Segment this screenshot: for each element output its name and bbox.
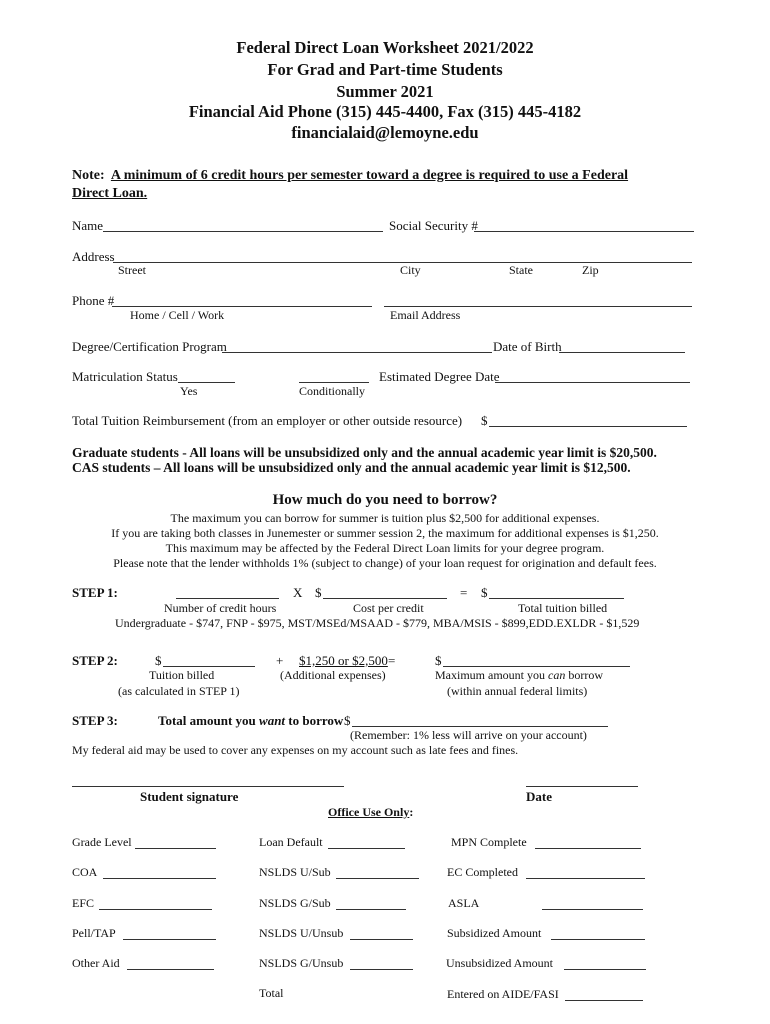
nslds-u-sub-field[interactable] — [336, 878, 419, 879]
step3-label: STEP 3: — [72, 713, 118, 728]
efc-field[interactable] — [99, 909, 212, 910]
street-caption: Street — [118, 263, 146, 277]
degree-label: Degree/Certification Program — [72, 339, 227, 354]
nslds-g-sub-field[interactable] — [336, 909, 406, 910]
email-caption: Email Address — [390, 308, 461, 322]
ec-completed-field[interactable] — [526, 878, 645, 879]
subsidized-amount-field[interactable] — [551, 939, 645, 940]
unsubsidized-amount-field[interactable] — [564, 969, 646, 970]
step1-dollar-total: $ — [481, 585, 488, 600]
est-degree-date-field[interactable] — [495, 382, 690, 383]
total-amount-label: Total amount you want to borrow — [158, 713, 344, 728]
entered-aide-fasi-field[interactable] — [565, 1000, 643, 1001]
address-label: Address — [72, 249, 115, 264]
max-amount-caption: Maximum amount you can borrow — [435, 668, 603, 682]
credit-hours-caption: Number of credit hours — [164, 601, 277, 615]
state-caption: State — [509, 263, 533, 277]
dob-field[interactable] — [559, 352, 685, 353]
conditionally-caption: Conditionally — [299, 384, 365, 398]
total-want-field[interactable] — [352, 726, 608, 727]
pell-tap-field[interactable] — [123, 939, 216, 940]
loan-default-label: Loan Default — [259, 835, 323, 849]
yes-caption: Yes — [180, 384, 198, 398]
pell-tap-label: Pell/TAP — [72, 926, 116, 940]
nslds-u-unsub-field[interactable] — [350, 939, 413, 940]
degree-field[interactable] — [222, 352, 492, 353]
nslds-u-unsub-label: NSLDS U/Unsub — [259, 926, 344, 940]
max-amount-field[interactable] — [443, 666, 630, 667]
phone-field[interactable] — [112, 306, 372, 307]
cost-per-credit-caption: Cost per credit — [353, 601, 424, 615]
form-subtitle: For Grad and Part-time Students — [267, 60, 503, 79]
note-text-line2: Direct Loan. — [72, 186, 148, 201]
step2-label: STEP 2: — [72, 653, 118, 668]
step2-plus: + — [276, 653, 284, 668]
note-block — [72, 168, 628, 184]
step2-dollar: $ — [155, 653, 162, 668]
dob-label: Date of Birth — [493, 339, 562, 354]
step1-label: STEP 1: — [72, 585, 118, 600]
step1-times: X — [293, 585, 303, 600]
grade-level-label: Grade Level — [72, 835, 132, 849]
additional-expenses-caption: (Additional expenses) — [280, 668, 386, 682]
coa-field[interactable] — [103, 878, 216, 879]
total-label: Total — [259, 986, 284, 1000]
nslds-u-sub-label: NSLDS U/Sub — [259, 865, 331, 879]
total-tuition-field[interactable] — [489, 598, 624, 599]
student-signature-caption: Student signature — [140, 789, 239, 804]
coa-label: COA — [72, 865, 98, 879]
credit-hours-field[interactable] — [176, 598, 279, 599]
borrow-paragraph-2: If you are taking both classes in Junemester or summer session 2, the maximum for additional expenses is $1,250. — [111, 526, 659, 540]
borrow-paragraph-3: This maximum may be affected by the Federal Direct Loan limits for your degree program. — [165, 541, 605, 555]
efc-label: EFC — [72, 896, 95, 910]
credit-rates-text: Undergraduate - $747, FNP - $975, MST/MSEd/MSAAD - $779, MBA/MSIS - $899,EDD.EXLDR - $1,529 — [115, 616, 640, 630]
step2-equals: = — [388, 653, 396, 668]
entered-aide-fasi-label: Entered on AIDE/FASI — [447, 987, 559, 1001]
step3-dollar: $ — [344, 713, 351, 728]
phone-type-caption: Home / Cell / Work — [130, 308, 225, 322]
asla-field[interactable] — [542, 909, 643, 910]
unsubsidized-amount-label: Unsubsidized Amount — [446, 956, 553, 970]
date-field[interactable] — [526, 786, 638, 787]
tuition-billed-caption: Tuition billed — [149, 668, 215, 682]
as-calculated-caption: (as calculated in STEP 1) — [118, 684, 240, 698]
additional-expense-amount: $1,250 or $2,500 — [299, 653, 388, 668]
student-signature-field[interactable] — [72, 786, 344, 787]
aid-usage-note: My federal aid may be used to cover any expenses on my account such as late fees and fines. — [72, 743, 519, 757]
other-aid-label: Other Aid — [72, 956, 120, 970]
matriculation-conditional-field[interactable] — [299, 382, 369, 383]
ssn-label: Social Security # — [389, 218, 478, 233]
phone-label: Phone # — [72, 293, 115, 308]
email-field[interactable] — [384, 306, 692, 307]
nslds-g-unsub-field[interactable] — [350, 969, 413, 970]
ec-completed-label: EC Completed — [447, 865, 518, 879]
nslds-g-sub-label: NSLDS G/Sub — [259, 896, 331, 910]
tuition-reimbursement-field[interactable] — [489, 426, 687, 427]
note-text-line1: A minimum of 6 credit hours per semester toward a degree is required to use a Federal — [110, 168, 629, 183]
loan-default-field[interactable] — [328, 848, 405, 849]
cas-limit-text: CAS students – All loans will be unsubsidized only and the annual academic year limit is $12,500. — [72, 460, 631, 475]
note-prefix: Note: — [72, 168, 105, 183]
subsidized-amount-label: Subsidized Amount — [447, 926, 542, 940]
tuition-reimbursement-label: Total Tuition Reimbursement (from an employer or other outside resource) — [72, 413, 463, 428]
borrow-paragraph-1: The maximum you can borrow for summer is tuition plus $2,500 for additional expenses. — [170, 511, 600, 525]
borrow-paragraph-4: Please note that the lender withholds 1% (subject to change) of your loan request for origination and default fees. — [113, 556, 657, 570]
term: Summer 2021 — [336, 82, 434, 101]
grade-level-field[interactable] — [135, 848, 216, 849]
contact-phone-fax: Financial Aid Phone (315) 445-4400, Fax (315) 445-4182 — [188, 102, 582, 121]
matriculation-label: Matriculation Status — [72, 369, 178, 384]
graduate-limit-text: Graduate students - All loans will be unsubsidized only and the annual academic year limit is $20,500. — [72, 445, 657, 460]
asla-label: ASLA — [448, 896, 480, 910]
ssn-field[interactable] — [474, 231, 694, 232]
city-caption: City — [400, 263, 421, 277]
name-field[interactable] — [103, 231, 383, 232]
name-label: Name — [72, 218, 104, 233]
zip-caption: Zip — [582, 263, 599, 277]
tuition-billed-field[interactable] — [163, 666, 255, 667]
mpn-complete-field[interactable] — [535, 848, 641, 849]
est-degree-date-label: Estimated Degree Date — [379, 369, 500, 384]
date-caption: Date — [526, 789, 552, 804]
mpn-complete-label: MPN Complete — [451, 835, 527, 849]
matriculation-yes-field[interactable] — [178, 382, 235, 383]
within-limits-caption: (within annual federal limits) — [447, 684, 588, 698]
step2-dollar-max: $ — [435, 653, 442, 668]
step1-equals: = — [460, 585, 468, 600]
form-title: Federal Direct Loan Worksheet 2021/2022 — [236, 38, 534, 57]
contact-email: financialaid@lemoyne.edu — [291, 123, 479, 142]
remember-caption: (Remember: 1% less will arrive on your account) — [350, 728, 587, 742]
cost-per-credit-field[interactable] — [323, 598, 447, 599]
tuition-reimbursement-dollar: $ — [481, 413, 488, 428]
total-tuition-caption: Total tuition billed — [518, 601, 608, 615]
nslds-g-unsub-label: NSLDS G/Unsub — [259, 956, 344, 970]
other-aid-field[interactable] — [127, 969, 214, 970]
office-use-title: Office Use Only: — [328, 805, 414, 819]
borrow-heading: How much do you need to borrow? — [272, 492, 498, 508]
step1-dollar: $ — [315, 585, 322, 600]
